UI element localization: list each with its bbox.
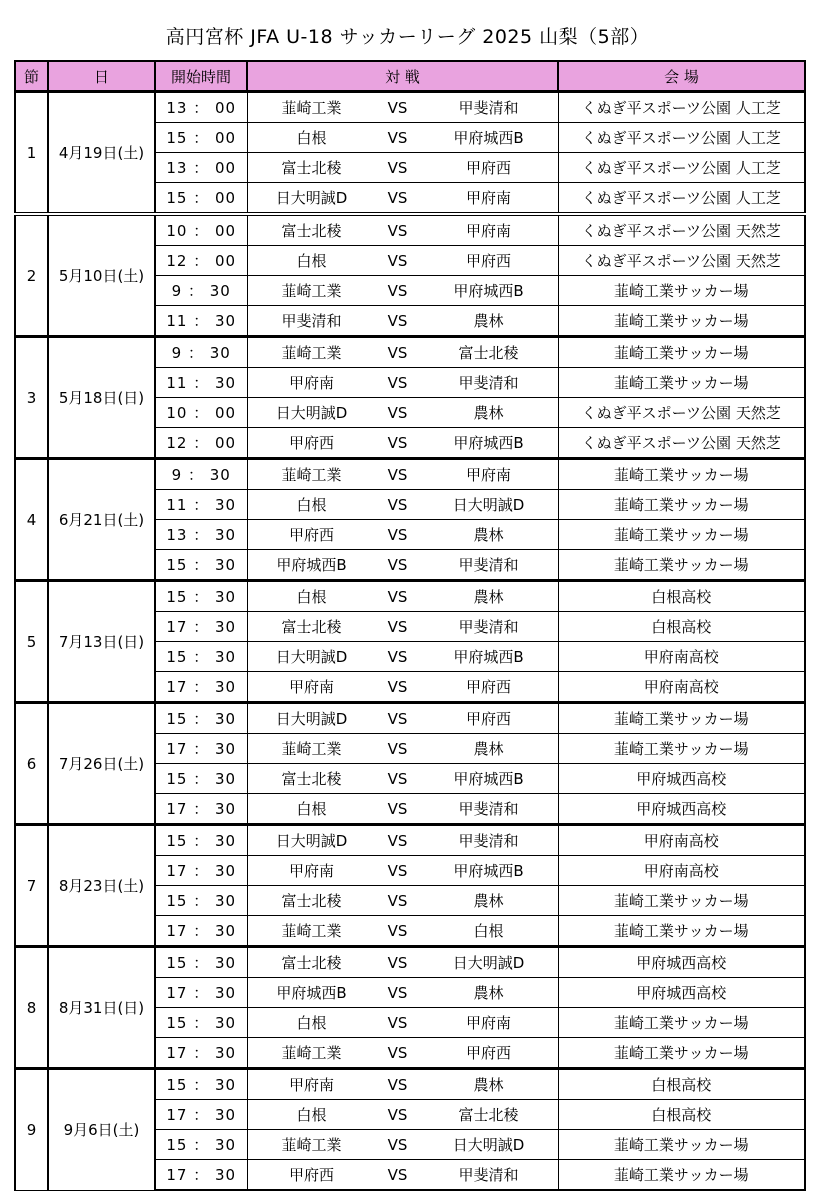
away-team: 日大明誠D [452, 496, 525, 514]
kickoff-time: 15 ： 30 [155, 703, 247, 734]
kickoff-time: 11 ： 30 [155, 306, 247, 337]
match-row [15, 703, 805, 734]
away-team: 甲府南 [465, 466, 511, 484]
away-team: 白根 [473, 922, 504, 940]
venue: 韮崎工業サッカー場 [558, 1008, 805, 1038]
venue: くぬぎ平スポーツ公園 天然芝 [558, 398, 805, 428]
venue: 白根高校 [558, 612, 805, 642]
home-team: 韮崎工業 [281, 922, 342, 940]
vs-label: VS [387, 281, 408, 300]
vs-label: VS [387, 953, 408, 972]
matchup [248, 342, 558, 363]
round-date: 6月21日(土) [48, 459, 155, 581]
away-team: 甲府南 [465, 1014, 511, 1032]
section-number: 5 [15, 581, 48, 703]
away-team: 甲府西 [465, 710, 511, 728]
vs-label: VS [387, 373, 408, 392]
venue: 甲府城西高校 [558, 764, 805, 794]
home-team: 甲府西 [288, 434, 334, 452]
matchup [248, 890, 558, 911]
section-number: 8 [15, 947, 48, 1069]
round-date: 5月10日(土) [48, 214, 155, 337]
vs-label: VS [387, 1165, 408, 1184]
venue: 韮崎工業サッカー場 [558, 368, 805, 398]
vs-label: VS [387, 1013, 408, 1032]
venue: 白根高校 [558, 1069, 805, 1100]
venue: くぬぎ平スポーツ公園 天然芝 [558, 428, 805, 459]
venue: 韮崎工業サッカー場 [558, 734, 805, 764]
match-cell [247, 978, 558, 1008]
match-cell [247, 764, 558, 794]
home-team: 富士北稜 [281, 770, 342, 788]
home-team: 白根 [296, 1014, 327, 1032]
matchup [248, 982, 558, 1003]
venue: くぬぎ平スポーツ公園 人工芝 [558, 123, 805, 153]
home-team: 甲府南 [288, 678, 334, 696]
kickoff-time: 15 ： 30 [155, 886, 247, 916]
round-date: 7月26日(土) [48, 703, 155, 825]
match-cell [247, 886, 558, 916]
venue: 甲府南高校 [558, 825, 805, 856]
vs-label: VS [387, 311, 408, 330]
section-number: 4 [15, 459, 48, 581]
kickoff-time: 15 ： 30 [155, 550, 247, 581]
matchup [248, 1012, 558, 1033]
kickoff-time: 9 ： 30 [155, 337, 247, 368]
vs-label: VS [387, 128, 408, 147]
home-team: 韮崎工業 [281, 282, 342, 300]
home-team: 富士北稜 [281, 222, 342, 240]
venue: 韮崎工業サッカー場 [558, 276, 805, 306]
venue: 韮崎工業サッカー場 [558, 337, 805, 368]
match-cell [247, 153, 558, 183]
away-team: 甲斐清和 [458, 1166, 519, 1184]
matchup [248, 280, 558, 301]
away-team: 農林 [473, 404, 504, 422]
matchup [248, 676, 558, 697]
venue: 甲府南高校 [558, 672, 805, 703]
home-team: 白根 [296, 496, 327, 514]
away-team: 富士北稜 [458, 1106, 519, 1124]
matchup [248, 494, 558, 515]
home-team: 甲府南 [288, 862, 334, 880]
kickoff-time: 15 ： 30 [155, 947, 247, 978]
round-date: 7月13日(日) [48, 581, 155, 703]
round-date: 8月23日(土) [48, 825, 155, 947]
venue: 甲府城西高校 [558, 947, 805, 978]
vs-label: VS [387, 587, 408, 606]
matchup [248, 798, 558, 819]
kickoff-time: 15 ： 00 [155, 123, 247, 153]
match-cell [247, 1038, 558, 1069]
section-number: 9 [15, 1069, 48, 1191]
venue: 韮崎工業サッカー場 [558, 490, 805, 520]
kickoff-time: 17 ： 30 [155, 672, 247, 703]
away-team: 甲府城西B [453, 434, 524, 452]
away-team: 甲府西 [465, 678, 511, 696]
matchup [248, 157, 558, 178]
home-team: 甲府西 [288, 526, 334, 544]
kickoff-time: 17 ： 30 [155, 612, 247, 642]
home-team: 韮崎工業 [281, 466, 342, 484]
matchup [248, 1074, 558, 1095]
away-team: 甲府城西B [453, 862, 524, 880]
kickoff-time: 11 ： 30 [155, 490, 247, 520]
vs-label: VS [387, 709, 408, 728]
kickoff-time: 13 ： 00 [155, 92, 247, 123]
matchup [248, 1164, 558, 1185]
venue: 韮崎工業サッカー場 [558, 520, 805, 550]
kickoff-time: 17 ： 30 [155, 1160, 247, 1191]
vs-label: VS [387, 1135, 408, 1154]
vs-label: VS [387, 769, 408, 788]
match-cell [247, 734, 558, 764]
kickoff-time: 17 ： 30 [155, 978, 247, 1008]
match-row [15, 947, 805, 978]
vs-label: VS [387, 831, 408, 850]
match-row [15, 1069, 805, 1100]
kickoff-time: 15 ： 30 [155, 1069, 247, 1100]
match-cell [247, 428, 558, 459]
round-date: 8月31日(日) [48, 947, 155, 1069]
kickoff-time: 15 ： 30 [155, 1130, 247, 1160]
venue: 韮崎工業サッカー場 [558, 916, 805, 947]
kickoff-time: 17 ： 30 [155, 734, 247, 764]
match-cell [247, 1069, 558, 1100]
away-team: 農林 [473, 526, 504, 544]
matchup [248, 1104, 558, 1125]
match-cell [247, 1130, 558, 1160]
matchup [248, 372, 558, 393]
header-section: 節 [15, 61, 48, 92]
home-team: 白根 [296, 588, 327, 606]
page-title: 高円宮杯 JFA U-18 サッカーリーグ 2025 山梨（5部） [165, 26, 650, 48]
matchup [248, 646, 558, 667]
match-cell [247, 1008, 558, 1038]
venue: 甲府南高校 [558, 856, 805, 886]
kickoff-time: 17 ： 30 [155, 856, 247, 886]
vs-label: VS [387, 739, 408, 758]
venue: 白根高校 [558, 581, 805, 612]
kickoff-time: 15 ： 30 [155, 764, 247, 794]
home-team: 日大明誠D [275, 832, 348, 850]
match-cell [247, 490, 558, 520]
matchup [248, 310, 558, 331]
venue: くぬぎ平スポーツ公園 天然芝 [558, 246, 805, 276]
matchup [248, 860, 558, 881]
home-team: 韮崎工業 [281, 1044, 342, 1062]
venue: くぬぎ平スポーツ公園 天然芝 [558, 214, 805, 246]
match-cell [247, 337, 558, 368]
schedule-body [15, 92, 805, 1191]
kickoff-time: 15 ： 00 [155, 183, 247, 215]
kickoff-time: 9 ： 30 [155, 459, 247, 490]
home-team: 日大明誠D [275, 648, 348, 666]
away-team: 甲斐清和 [458, 374, 519, 392]
matchup [248, 586, 558, 607]
kickoff-time: 15 ： 30 [155, 642, 247, 672]
home-team: 日大明誠D [275, 189, 348, 207]
away-team: 甲斐清和 [458, 800, 519, 818]
venue: 韮崎工業サッカー場 [558, 703, 805, 734]
away-team: 農林 [473, 312, 504, 330]
home-team: 甲府城西B [276, 556, 347, 574]
away-team: 日大明誠D [452, 954, 525, 972]
section-number: 6 [15, 703, 48, 825]
vs-label: VS [387, 891, 408, 910]
match-cell [247, 459, 558, 490]
match-cell [247, 214, 558, 246]
matchup [248, 187, 558, 208]
kickoff-time: 17 ： 30 [155, 1100, 247, 1130]
home-team: 韮崎工業 [281, 344, 342, 362]
kickoff-time: 15 ： 30 [155, 1008, 247, 1038]
home-team: 韮崎工業 [281, 1136, 342, 1154]
away-team: 甲斐清和 [458, 556, 519, 574]
kickoff-time: 12 ： 00 [155, 428, 247, 459]
section-number: 1 [15, 92, 48, 215]
away-team: 甲府西 [465, 1044, 511, 1062]
venue: 韮崎工業サッカー場 [558, 550, 805, 581]
away-team: 日大明誠D [452, 1136, 525, 1154]
match-cell [247, 276, 558, 306]
venue: くぬぎ平スポーツ公園 人工芝 [558, 92, 805, 123]
away-team: 甲斐清和 [458, 832, 519, 850]
match-row [15, 825, 805, 856]
match-cell [247, 368, 558, 398]
matchup [248, 432, 558, 453]
vs-label: VS [387, 861, 408, 880]
vs-label: VS [387, 495, 408, 514]
home-team: 富士北稜 [281, 618, 342, 636]
home-team: 甲府西 [288, 1166, 334, 1184]
kickoff-time: 13 ： 30 [155, 520, 247, 550]
venue: 韮崎工業サッカー場 [558, 886, 805, 916]
away-team: 甲府城西B [453, 129, 524, 147]
matchup [248, 127, 558, 148]
vs-label: VS [387, 158, 408, 177]
matchup [248, 1134, 558, 1155]
home-team: 甲府南 [288, 374, 334, 392]
matchup [248, 97, 558, 118]
home-team: 富士北稜 [281, 159, 342, 177]
match-cell [247, 642, 558, 672]
kickoff-time: 10 ： 00 [155, 398, 247, 428]
match-row [15, 581, 805, 612]
match-row [15, 214, 805, 246]
matchup [248, 708, 558, 729]
round-date: 5月18日(日) [48, 337, 155, 459]
home-team: 日大明誠D [275, 710, 348, 728]
kickoff-time: 12 ： 00 [155, 246, 247, 276]
header-time: 開始時間 [155, 61, 247, 92]
home-team: 白根 [296, 129, 327, 147]
away-team: 甲府城西B [453, 282, 524, 300]
away-team: 農林 [473, 1076, 504, 1094]
away-team: 農林 [473, 984, 504, 1002]
venue: 韮崎工業サッカー場 [558, 1160, 805, 1191]
vs-label: VS [387, 343, 408, 362]
kickoff-time: 17 ： 30 [155, 916, 247, 947]
away-team: 農林 [473, 892, 504, 910]
vs-label: VS [387, 251, 408, 270]
header-match: 対 戦 [247, 61, 558, 92]
header-date: 日 [48, 61, 155, 92]
match-cell [247, 703, 558, 734]
matchup [248, 1042, 558, 1063]
away-team: 甲府南 [465, 189, 511, 207]
vs-label: VS [387, 617, 408, 636]
match-cell [247, 1100, 558, 1130]
home-team: 白根 [296, 800, 327, 818]
home-team: 韮崎工業 [281, 99, 342, 117]
schedule-table [14, 60, 806, 1191]
away-team: 甲府南 [465, 222, 511, 240]
vs-label: VS [387, 555, 408, 574]
venue: 韮崎工業サッカー場 [558, 1130, 805, 1160]
matchup [248, 554, 558, 575]
kickoff-time: 10 ： 00 [155, 214, 247, 246]
matchup [248, 830, 558, 851]
home-team: 富士北稜 [281, 892, 342, 910]
venue: 甲府南高校 [558, 642, 805, 672]
kickoff-time: 17 ： 30 [155, 1038, 247, 1069]
match-cell [247, 92, 558, 123]
away-team: 甲斐清和 [458, 618, 519, 636]
round-date: 9月6日(土) [48, 1069, 155, 1191]
matchup [248, 250, 558, 271]
section-number: 2 [15, 214, 48, 337]
away-team: 甲府城西B [453, 648, 524, 666]
header-venue: 会 場 [558, 61, 805, 92]
vs-label: VS [387, 433, 408, 452]
match-cell [247, 947, 558, 978]
match-cell [247, 398, 558, 428]
vs-label: VS [387, 921, 408, 940]
away-team: 農林 [473, 588, 504, 606]
kickoff-time: 9 ： 30 [155, 276, 247, 306]
kickoff-time: 13 ： 00 [155, 153, 247, 183]
match-row [15, 459, 805, 490]
section-number: 3 [15, 337, 48, 459]
venue: 韮崎工業サッカー場 [558, 1038, 805, 1069]
vs-label: VS [387, 1105, 408, 1124]
vs-label: VS [387, 188, 408, 207]
away-team: 農林 [473, 740, 504, 758]
home-team: 白根 [296, 1106, 327, 1124]
home-team: 甲府南 [288, 1076, 334, 1094]
venue: 韮崎工業サッカー場 [558, 459, 805, 490]
venue: くぬぎ平スポーツ公園 人工芝 [558, 153, 805, 183]
match-cell [247, 520, 558, 550]
vs-label: VS [387, 525, 408, 544]
match-cell [247, 794, 558, 825]
vs-label: VS [387, 1043, 408, 1062]
away-team: 甲府西 [465, 159, 511, 177]
venue: 白根高校 [558, 1100, 805, 1130]
kickoff-time: 15 ： 30 [155, 825, 247, 856]
matchup [248, 402, 558, 423]
home-team: 白根 [296, 252, 327, 270]
matchup [248, 464, 558, 485]
match-cell [247, 183, 558, 215]
kickoff-time: 17 ： 30 [155, 794, 247, 825]
match-row [15, 337, 805, 368]
match-cell [247, 581, 558, 612]
match-cell [247, 612, 558, 642]
home-team: 甲府城西B [276, 984, 347, 1002]
match-cell [247, 825, 558, 856]
matchup [248, 738, 558, 759]
match-cell [247, 916, 558, 947]
vs-label: VS [387, 98, 408, 117]
section-number: 7 [15, 825, 48, 947]
away-team: 甲府西 [465, 252, 511, 270]
home-team: 日大明誠D [275, 404, 348, 422]
match-cell [247, 672, 558, 703]
home-team: 富士北稜 [281, 954, 342, 972]
matchup [248, 952, 558, 973]
kickoff-time: 15 ： 30 [155, 581, 247, 612]
vs-label: VS [387, 647, 408, 666]
vs-label: VS [387, 403, 408, 422]
matchup [248, 616, 558, 637]
venue: 甲府城西高校 [558, 978, 805, 1008]
vs-label: VS [387, 465, 408, 484]
matchup [248, 920, 558, 941]
away-team: 甲府城西B [453, 770, 524, 788]
match-cell [247, 1160, 558, 1191]
away-team: 甲斐清和 [458, 99, 519, 117]
vs-label: VS [387, 799, 408, 818]
vs-label: VS [387, 221, 408, 240]
venue: くぬぎ平スポーツ公園 人工芝 [558, 183, 805, 215]
venue: 甲府城西高校 [558, 794, 805, 825]
match-row [15, 92, 805, 123]
header-row [15, 61, 805, 92]
matchup [248, 220, 558, 241]
home-team: 韮崎工業 [281, 740, 342, 758]
vs-label: VS [387, 983, 408, 1002]
matchup [248, 524, 558, 545]
vs-label: VS [387, 677, 408, 696]
match-cell [247, 856, 558, 886]
vs-label: VS [387, 1075, 408, 1094]
home-team: 甲斐清和 [281, 312, 342, 330]
match-cell [247, 550, 558, 581]
away-team: 富士北稜 [458, 344, 519, 362]
matchup [248, 768, 558, 789]
kickoff-time: 11 ： 30 [155, 368, 247, 398]
match-cell [247, 123, 558, 153]
round-date: 4月19日(土) [48, 92, 155, 215]
match-cell [247, 246, 558, 276]
match-cell [247, 306, 558, 337]
venue: 韮崎工業サッカー場 [558, 306, 805, 337]
